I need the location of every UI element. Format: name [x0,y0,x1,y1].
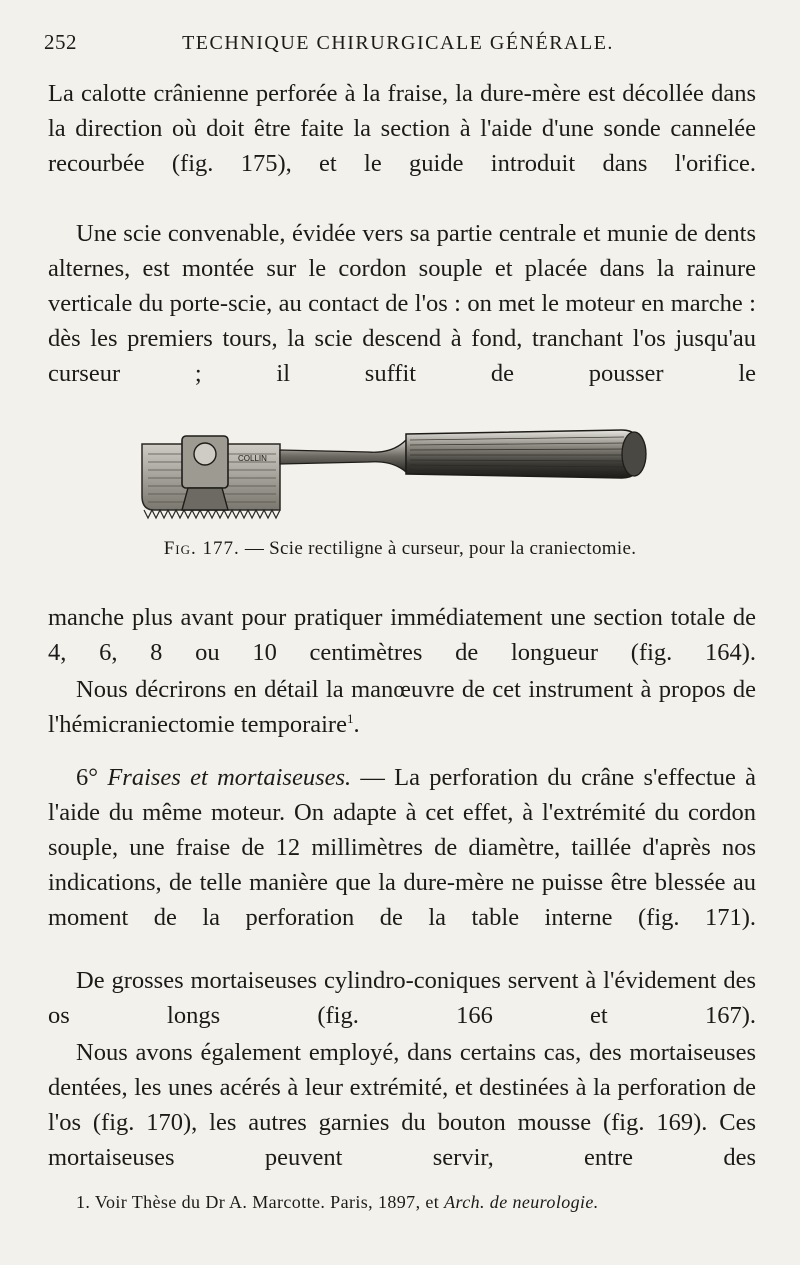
section-number: 6° [76,764,99,791]
saw-drawing [130,410,670,535]
footnote [76,1192,740,1213]
footnote-ref: 1 [346,710,354,726]
paragraph-1: La calotte crânienne perforée à la fraise, la dure-mère est décollée dans la direction où doit être faite la section à l'aide d'une sonde cannelée recourbée (fig. 175), et le guide introduit dans l'orifice. [48,80,756,177]
paragraph-4 [48,672,756,742]
page-number: 252 [44,30,77,54]
saw-illustration [130,410,670,559]
paragraph-4-end: . [353,711,360,738]
footnote-number: 1. [76,1192,91,1212]
paragraph-2: Une scie convenable, évidée vers sa partie centrale et munie de dents alternes, est montée sur le cordon souple et placée dans la rainure verticale du porte-scie, au contact de l'os : on met le moteur en marche : dès les premiers tours, la scie descend à fond, tranchant l'os jusqu'au curseur ; il suffit de pousser le [48,220,756,387]
paragraph-6: De grosses mortaiseuses cylindro-coniques servent à l'évidement des os longs (fig. 166 et 167). [48,967,756,1029]
caption-label: Fig. 177. [163,538,240,559]
footnote-text: Voir Thèse du Dr A. Marcotte. Paris, 1897, et [90,1192,445,1212]
page-header [44,30,752,60]
section-heading: Fraises et mortaiseuses. [107,764,352,791]
paragraph-5 [48,760,756,935]
footnote-journal: Arch. de neurologie. [444,1192,599,1212]
paragraph-5-text: — La perforation du crâne s'effectue à l'aide du même moteur. On adapte à cet effet, à l'extrémité du cordon souple, une fraise de 12 millimètres de diamètre, taillée d'après nos indications, de telle manière que la dure-mère ne puisse être blessée au moment de la perforation de la table interne (fig. 171). [48,764,757,931]
paragraph-4-text: Nous décrirons en détail la manœuvre de cet instrument à propos de l'hémicraniectomie temporaire [48,676,756,738]
running-title: TECHNIQUE CHIRURGICALE GÉNÉRALE. [182,32,614,54]
caption-text: — Scie rectiligne à curseur, pour la craniectomie. [239,538,637,559]
paragraph-7: Nous avons également employé, dans certains cas, des mortaiseuses dentées, les unes acérés à leur extrémité, et destinées à la perforation de l'os (fig. 170), les autres garnies du bouton mousse (fig. 169). Ces mortaiseuses peuvent servir, entre des [48,1039,756,1171]
paragraph-3: manche plus avant pour pratiquer immédiatement une section totale de 4, 6, 8 ou 10 centimètres de longueur (fig. 164). [48,604,756,666]
figure-caption [130,538,670,560]
maker-mark: COLLIN [238,454,267,463]
